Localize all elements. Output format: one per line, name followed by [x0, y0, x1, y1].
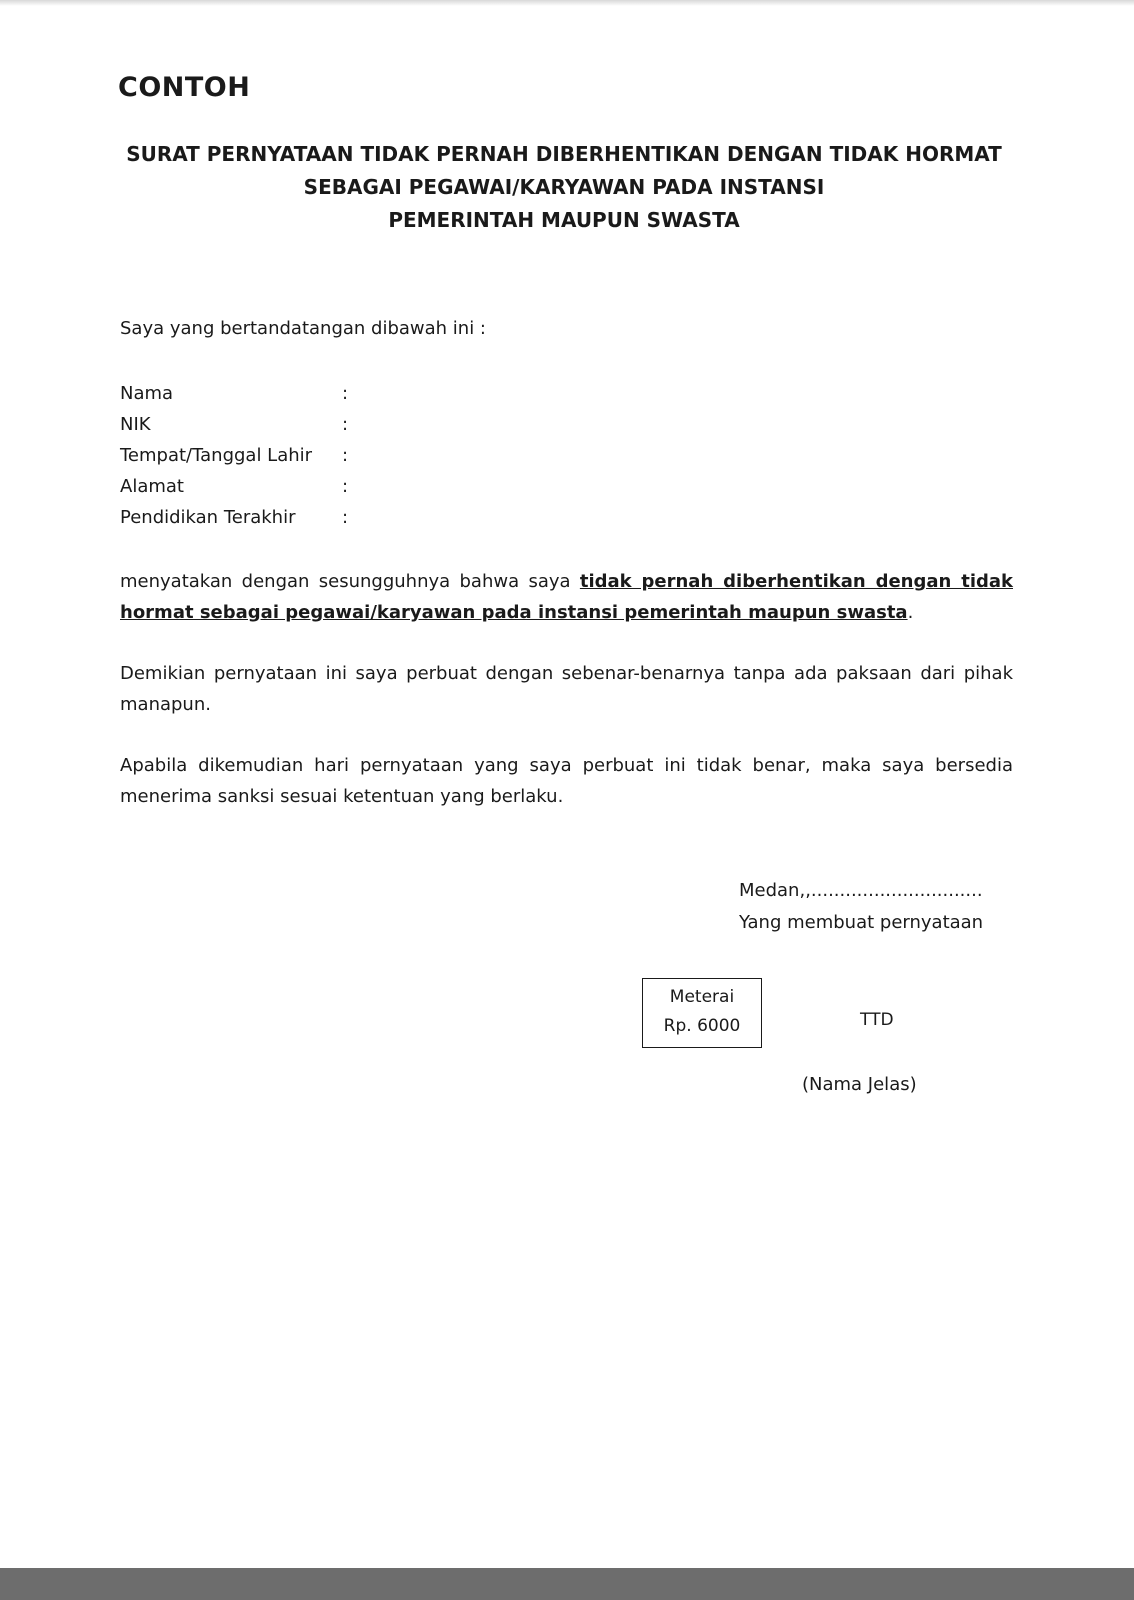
field-row-nama: [120, 378, 420, 409]
sample-label: CONTOH: [118, 72, 251, 103]
document-title: [110, 138, 1018, 237]
field-colon: :: [342, 476, 349, 497]
signature-city-date: Medan,,..............................: [739, 880, 983, 901]
signer-name-placeholder: (Nama Jelas): [802, 1074, 917, 1095]
title-line-1: SURAT PERNYATAAN TIDAK PERNAH DIBERHENTIKAN DENGAN TIDAK HORMAT: [126, 142, 1002, 166]
stamp-amount: Rp. 6000: [663, 1016, 741, 1036]
intro-text: Saya yang bertandatangan dibawah ini :: [120, 318, 486, 339]
field-row-nik: [120, 409, 420, 440]
identity-fields: [120, 378, 420, 533]
field-label: Nama: [120, 383, 174, 404]
statement-prefix: menyatakan dengan sesungguhnya bahwa saya: [120, 571, 580, 592]
declaration-paragraph: Demikian pernyataan ini saya perbuat dengan sebenar-benarnya tanpa ada paksaan dari pihak manapun.: [120, 663, 1013, 715]
statement-suffix: .: [907, 602, 914, 623]
signature-maker-label: Yang membuat pernyataan: [739, 912, 984, 933]
title-line-3: PEMERINTAH MAUPUN SWASTA: [388, 208, 740, 232]
field-row-alamat: [120, 471, 420, 502]
stamp-duty-box: [642, 978, 762, 1048]
field-row-tempat-tanggal-lahir: [120, 440, 420, 471]
sanction-paragraph: Apabila dikemudian hari pernyataan yang saya perbuat ini tidak benar, maka saya bersedia menerima sanksi sesuai ketentuan yang berlaku.: [120, 755, 1013, 807]
field-colon: :: [342, 445, 349, 466]
field-label: Tempat/Tanggal Lahir: [120, 445, 313, 466]
statement-emphasis: tidak pernah diberhentikan dengan tidak hormat sebagai pegawai/karyawan pada instansi pemerintah maupun swasta: [120, 571, 1013, 623]
signature-placeholder: TTD: [860, 1010, 894, 1030]
field-label: Pendidikan Terakhir: [120, 507, 296, 528]
field-label: Alamat: [120, 476, 184, 497]
scan-edge-bottom: [0, 1568, 1134, 1600]
field-colon: :: [342, 507, 349, 528]
field-label: NIK: [120, 414, 151, 435]
statement-paragraph: [120, 566, 1013, 628]
field-colon: :: [342, 383, 349, 404]
field-row-pendidikan-terakhir: [120, 502, 420, 533]
title-line-2: SEBAGAI PEGAWAI/KARYAWAN PADA INSTANSI: [303, 175, 825, 199]
scan-edge-top: [0, 0, 1134, 6]
field-colon: :: [342, 414, 349, 435]
stamp-label: Meterai: [669, 987, 735, 1007]
